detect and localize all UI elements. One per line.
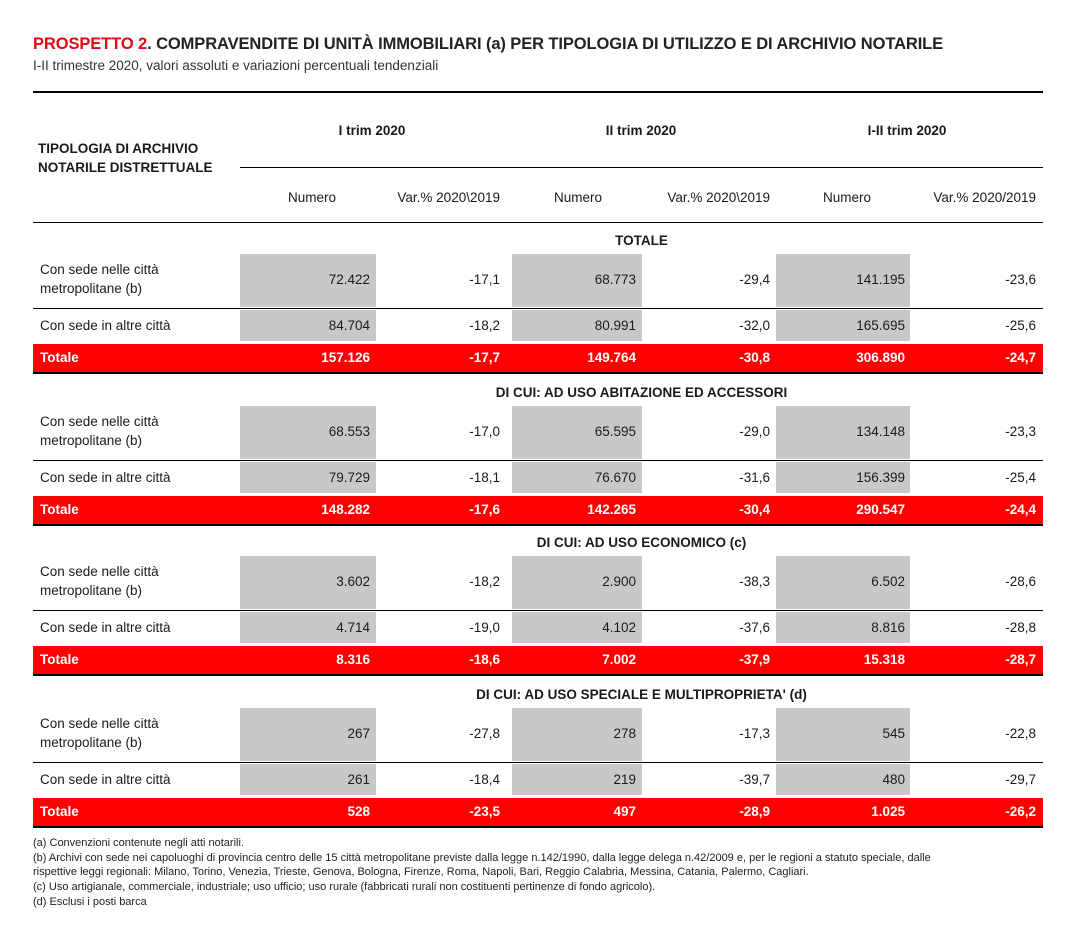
table-cell: -28,8 bbox=[1005, 620, 1036, 635]
row-divider bbox=[33, 610, 1043, 611]
column-header: Var.% 2020/2019 bbox=[933, 190, 1036, 205]
total-cell: -24,4 bbox=[1005, 502, 1036, 517]
row-label: Con sede nelle città bbox=[40, 716, 159, 731]
table-cell: -19,0 bbox=[469, 620, 500, 635]
row-label: Con sede nelle città bbox=[40, 262, 159, 277]
table-cell: 8.816 bbox=[871, 620, 905, 635]
table-cell: 134.148 bbox=[856, 424, 905, 439]
table-cell: -37,6 bbox=[739, 620, 770, 635]
table-subtitle: I-II trimestre 2020, valori assoluti e variazioni percentuali tendenziali bbox=[33, 58, 439, 73]
total-row-rule bbox=[33, 372, 1043, 374]
total-cell: 8.316 bbox=[336, 652, 370, 667]
total-cell: -37,9 bbox=[739, 652, 770, 667]
table-cell: 278 bbox=[613, 726, 636, 741]
table-cell: -32,0 bbox=[739, 318, 770, 333]
table-cell: -31,6 bbox=[739, 470, 770, 485]
table-cell: 4.714 bbox=[336, 620, 370, 635]
total-cell: 7.002 bbox=[602, 652, 636, 667]
row-label: metropolitane (b) bbox=[40, 433, 143, 448]
table-cell: -23,3 bbox=[1005, 424, 1036, 439]
table-cell: -28,6 bbox=[1005, 574, 1036, 589]
table-cell: 3.602 bbox=[336, 574, 370, 589]
table-cell: -25,4 bbox=[1005, 470, 1036, 485]
table-cell: -29,0 bbox=[739, 424, 770, 439]
total-cell: -30,8 bbox=[739, 350, 770, 365]
total-cell: -17,7 bbox=[469, 350, 500, 365]
row-label-header-1: TIPOLOGIA DI ARCHIVIO bbox=[38, 141, 199, 156]
table-cell: 80.991 bbox=[594, 318, 636, 333]
table-cell: 79.729 bbox=[328, 470, 370, 485]
table-cell: 267 bbox=[347, 726, 370, 741]
table-cell: -18,2 bbox=[469, 318, 500, 333]
row-label: Con sede in altre città bbox=[40, 470, 171, 485]
table-cell: 261 bbox=[347, 772, 370, 787]
table-cell: 72.422 bbox=[328, 272, 370, 287]
table-cell: 480 bbox=[882, 772, 905, 787]
column-header: Var.% 2020\2019 bbox=[667, 190, 770, 205]
title-text: . COMPRAVENDITE DI UNITÀ IMMOBILIARI (a) PER TIPOLOGIA DI UTILIZZO E DI ARCHIVIO NOTARILE bbox=[147, 35, 944, 53]
table-cell: 545 bbox=[882, 726, 905, 741]
total-cell: 290.547 bbox=[856, 502, 905, 517]
section-heading: TOTALE bbox=[615, 233, 668, 248]
table-cell: 76.670 bbox=[594, 470, 636, 485]
table-cell: 2.900 bbox=[602, 574, 636, 589]
total-cell: 528 bbox=[347, 804, 370, 819]
total-cell: -24,7 bbox=[1005, 350, 1036, 365]
table-cell: 165.695 bbox=[856, 318, 905, 333]
table-title bbox=[33, 35, 943, 54]
row-divider bbox=[33, 308, 1043, 309]
column-header: Numero bbox=[287, 190, 336, 205]
total-cell: -18,6 bbox=[469, 652, 500, 667]
top-rule bbox=[33, 91, 1043, 93]
column-header: Var.% 2020\2019 bbox=[397, 190, 500, 205]
total-cell: 15.318 bbox=[863, 652, 905, 667]
table-cell: 219 bbox=[613, 772, 636, 787]
total-cell: -28,9 bbox=[739, 804, 770, 819]
title-prefix: PROSPETTO 2 bbox=[33, 35, 148, 53]
footnote: (a) Convenzioni contenute negli atti notarili. bbox=[33, 837, 244, 849]
section-heading: DI CUI: AD USO ABITAZIONE ED ACCESSORI bbox=[495, 385, 788, 400]
total-cell: -17,6 bbox=[469, 502, 500, 517]
row-divider bbox=[33, 762, 1043, 763]
row-label: Con sede in altre città bbox=[40, 620, 171, 635]
total-cell: 306.890 bbox=[856, 350, 905, 365]
table-cell: -38,3 bbox=[739, 574, 770, 589]
total-label: Totale bbox=[40, 350, 79, 365]
table-cell: -17,3 bbox=[739, 726, 770, 741]
table-cell: 6.502 bbox=[871, 574, 905, 589]
table-cell: -18,2 bbox=[469, 574, 500, 589]
total-row-rule bbox=[33, 524, 1043, 526]
table-cell: -17,1 bbox=[469, 272, 500, 287]
period-rule bbox=[240, 167, 1043, 168]
table-cell: 4.102 bbox=[602, 620, 636, 635]
row-label-header-2: NOTARILE DISTRETTUALE bbox=[38, 160, 213, 175]
total-label: Totale bbox=[40, 804, 79, 819]
table-cell: -23,6 bbox=[1005, 272, 1036, 287]
row-label: Con sede nelle città bbox=[40, 414, 159, 429]
total-cell: 497 bbox=[613, 804, 636, 819]
total-cell: -30,4 bbox=[739, 502, 770, 517]
row-divider bbox=[33, 460, 1043, 461]
total-row-rule bbox=[33, 674, 1043, 676]
footnote: rispettive leggi regionali: Milano, Torino, Venezia, Trieste, Genova, Bologna, Firenze, Roma, Napoli, Bari, Reggio Calabria, Messina, Catania, Palermo, Cagliari. bbox=[33, 866, 809, 878]
total-cell: 142.265 bbox=[587, 502, 636, 517]
total-cell: 149.764 bbox=[587, 350, 636, 365]
section-heading: DI CUI: AD USO SPECIALE E MULTIPROPRIETA' (d) bbox=[476, 687, 807, 702]
section-heading: DI CUI: AD USO ECONOMICO (c) bbox=[536, 535, 747, 550]
table-cell: 65.595 bbox=[594, 424, 636, 439]
table-cell: -27,8 bbox=[469, 726, 500, 741]
total-cell: 1.025 bbox=[871, 804, 905, 819]
column-header: Numero bbox=[553, 190, 602, 205]
total-cell: -23,5 bbox=[469, 804, 500, 819]
total-label: Totale bbox=[40, 502, 79, 517]
table-cell: 141.195 bbox=[856, 272, 905, 287]
total-cell: 148.282 bbox=[321, 502, 370, 517]
table-cell: -29,4 bbox=[739, 272, 770, 287]
row-label: Con sede in altre città bbox=[40, 772, 171, 787]
period-header: I trim 2020 bbox=[338, 123, 406, 138]
column-header: Numero bbox=[822, 190, 871, 205]
row-label: Con sede nelle città bbox=[40, 564, 159, 579]
table-cell: -18,4 bbox=[469, 772, 500, 787]
footnote: (c) Uso artigianale, commerciale, industriale; uso ufficio; uso rurale (fabbricati rurali non costituenti pertinenze di fondo agricolo). bbox=[33, 881, 656, 893]
bottom-rule bbox=[33, 827, 1043, 828]
table-cell: -18,1 bbox=[469, 470, 500, 485]
total-cell: 157.126 bbox=[321, 350, 370, 365]
table-cell: 156.399 bbox=[856, 470, 905, 485]
table-cell: -25,6 bbox=[1005, 318, 1036, 333]
row-label: metropolitane (b) bbox=[40, 735, 143, 750]
table-cell: -29,7 bbox=[1005, 772, 1036, 787]
period-header: I-II trim 2020 bbox=[867, 123, 947, 138]
row-label: Con sede in altre città bbox=[40, 318, 171, 333]
table-cell: -39,7 bbox=[739, 772, 770, 787]
row-label: metropolitane (b) bbox=[40, 583, 143, 598]
footnote: (d) Esclusi i posti barca bbox=[33, 896, 147, 908]
total-cell: -28,7 bbox=[1005, 652, 1036, 667]
table-cell: 84.704 bbox=[328, 318, 370, 333]
table-cell: -17,0 bbox=[469, 424, 500, 439]
table-cell: 68.773 bbox=[594, 272, 636, 287]
total-cell: -26,2 bbox=[1005, 804, 1036, 819]
table-cell: 68.553 bbox=[328, 424, 370, 439]
total-label: Totale bbox=[40, 652, 79, 667]
footnote: (b) Archivi con sede nei capoluoghi di provincia centro delle 15 città metropolitane previste dalla legge n.142/1990, dalla legge delega n.42/2009 e, per le regioni a statuto speciale, dalle bbox=[33, 852, 931, 864]
period-header: II trim 2020 bbox=[605, 123, 677, 138]
table-cell: -22,8 bbox=[1005, 726, 1036, 741]
row-label: metropolitane (b) bbox=[40, 281, 143, 296]
header-bottom-rule bbox=[33, 222, 1043, 223]
